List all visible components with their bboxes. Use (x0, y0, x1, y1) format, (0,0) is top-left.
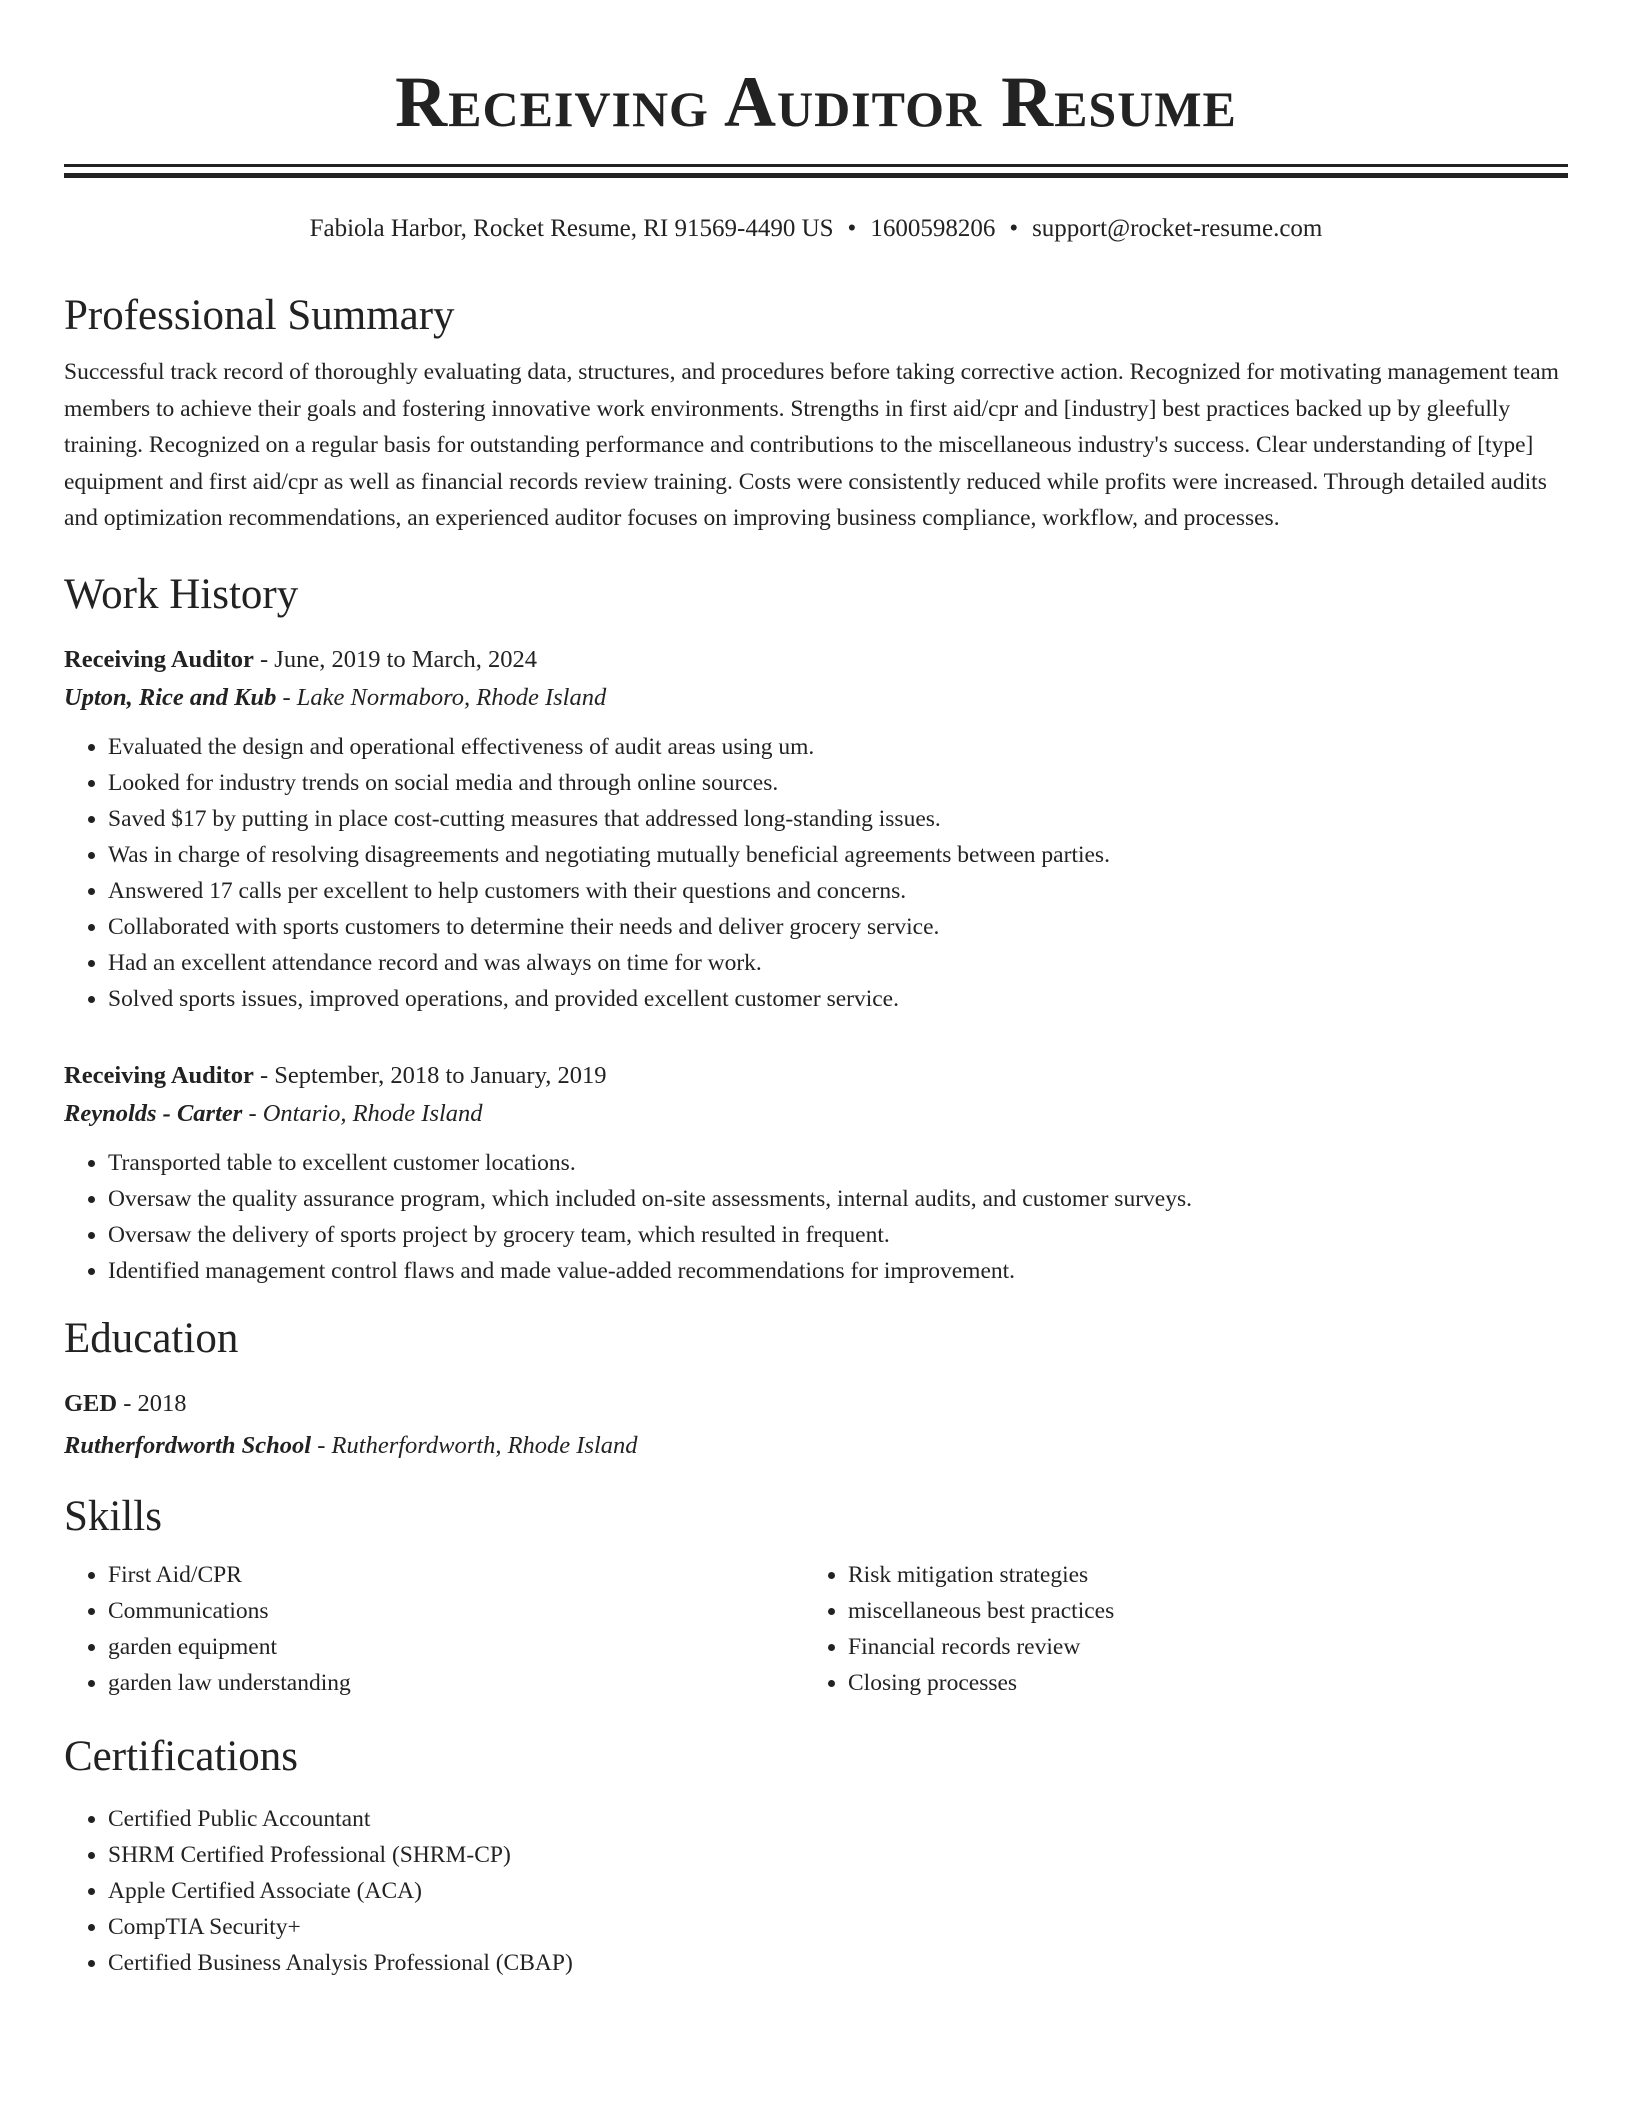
degree: GED (64, 1389, 118, 1417)
skills-columns (64, 1557, 1568, 1701)
job-entry (64, 641, 1568, 1017)
school-location: Rutherfordworth, Rhode Island (331, 1431, 638, 1459)
list-item: • Had an excellent attendance record and was always on time for work. (108, 945, 1568, 981)
degree-line: GED - 2018 (64, 1389, 187, 1417)
job-title: Receiving Auditor (64, 645, 254, 673)
resume-title: Receiving Auditor Resume (395, 62, 1237, 142)
job-dates: September, 2018 to January, 2019 (274, 1061, 607, 1089)
summary-text: Successful track record of thoroughly evaluating data, structures, and procedures before taking corrective action. Recognized for motivating management team members to achieve their goals and fostering innovative work environments. Strengths in first aid/cpr and [industry] best practices backed up by gleefully training. Recognized on a regular basis for outstanding performance and contributions to the miscellaneous industry's success. Clear understanding of [type] equipment and first aid/cpr as well as financial records review training. Costs were consistently reduced while profits were increased. Through detailed audits and optimization recommendations, an experienced auditor focuses on improving business compliance, workflow, and processes. (64, 359, 1559, 531)
list-item: • Looked for industry trends on social media and through online sources. (108, 765, 1568, 801)
list-item: • Answered 17 calls per excellent to help customers with their questions and concerns. (108, 873, 1568, 909)
job-title-line: Receiving Auditor - September, 2018 to January, 2019 (64, 1061, 607, 1089)
certifications-section (64, 1729, 1568, 1981)
job-bullets (64, 729, 1568, 1017)
certification-item: • Certified Public Accountant (108, 1801, 1568, 1837)
job-location: Lake Normaboro, Rhode Island (296, 683, 607, 711)
job-company: Upton, Rice and Kub (64, 683, 277, 711)
contact-email: support@rocket-resume.com (1032, 215, 1323, 242)
title-rule-thick (64, 173, 1568, 178)
skill-item: • garden equipment (108, 1629, 808, 1665)
list-item: • Collaborated with sports customers to determine their needs and deliver grocery service. (108, 909, 1568, 945)
list-item: • Oversaw the delivery of sports project by grocery team, which resulted in frequent. (108, 1217, 1568, 1253)
skill-item: • Communications (108, 1593, 808, 1629)
contact-separator: • (847, 215, 857, 242)
contact-address: Fabiola Harbor, Rocket Resume, RI 91569-4490 US (309, 215, 834, 242)
job-bullets (64, 1145, 1568, 1289)
job-dates: June, 2019 to March, 2024 (274, 645, 537, 673)
job-company-line: Reynolds - Carter - Ontario, Rhode Island (64, 1099, 483, 1127)
skills-list-right (808, 1557, 1548, 1701)
skills-heading: Skills (64, 1492, 162, 1540)
work-history-heading: Work History (64, 570, 299, 618)
certifications-heading: Certifications (64, 1732, 299, 1780)
list-item: • Transported table to excellent customer locations. (108, 1145, 1568, 1181)
summary-heading: Professional Summary (64, 292, 455, 339)
certification-item: • Certified Business Analysis Professional (CBAP) (108, 1945, 1568, 1981)
work-history-section (64, 567, 1568, 1289)
certification-item: • SHRM Certified Professional (SHRM-CP) (108, 1837, 1568, 1873)
job-title-line: Receiving Auditor - June, 2019 to March, 2024 (64, 645, 537, 673)
education-year: 2018 (137, 1389, 187, 1417)
certification-item: • Apple Certified Associate (ACA) (108, 1873, 1568, 1909)
job-company: Reynolds - Carter (64, 1099, 243, 1127)
education-section (64, 1311, 1568, 1465)
job-entry (64, 1057, 1568, 1289)
skill-item: • Financial records review (848, 1629, 1548, 1665)
skills-list-left (64, 1557, 808, 1701)
contact-line (64, 212, 1568, 246)
job-location: Ontario, Rhode Island (262, 1099, 483, 1127)
certification-item: • CompTIA Security+ (108, 1909, 1568, 1945)
contact-phone: 1600598206 (870, 215, 996, 242)
contact-separator: • (1009, 215, 1019, 242)
skill-item: • Closing processes (848, 1665, 1548, 1701)
list-item: • Identified management control flaws and made value-added recommendations for improvement. (108, 1253, 1568, 1289)
certifications-list (64, 1801, 1568, 1981)
title-rule-thin (64, 164, 1568, 167)
education-entry (64, 1385, 1568, 1465)
list-item: • Was in charge of resolving disagreements and negotiating mutually beneficial agreements between parties. (108, 837, 1568, 873)
education-heading: Education (64, 1314, 239, 1362)
skill-item: • garden law understanding (108, 1665, 808, 1701)
skills-section (64, 1489, 1568, 1701)
skill-item: • miscellaneous best practices (848, 1593, 1548, 1629)
school-line: Rutherfordworth School - Rutherfordworth, Rhode Island (64, 1431, 638, 1459)
job-title: Receiving Auditor (64, 1061, 254, 1089)
summary-section (64, 288, 1568, 537)
skill-item: • Risk mitigation strategies (848, 1557, 1548, 1593)
job-company-line: Upton, Rice and Kub - Lake Normaboro, Rhode Island (64, 683, 607, 711)
resume-page (64, 0, 1568, 1981)
list-item: • Solved sports issues, improved operations, and provided excellent customer service. (108, 981, 1568, 1017)
skill-item: • First Aid/CPR (108, 1557, 808, 1593)
list-item: • Saved $17 by putting in place cost-cutting measures that addressed long-standing issues. (108, 801, 1568, 837)
list-item: • Oversaw the quality assurance program, which included on-site assessments, internal audits, and customer surveys. (108, 1181, 1568, 1217)
list-item: • Evaluated the design and operational effectiveness of audit areas using um. (108, 729, 1568, 765)
school-name: Rutherfordworth School (64, 1431, 312, 1459)
